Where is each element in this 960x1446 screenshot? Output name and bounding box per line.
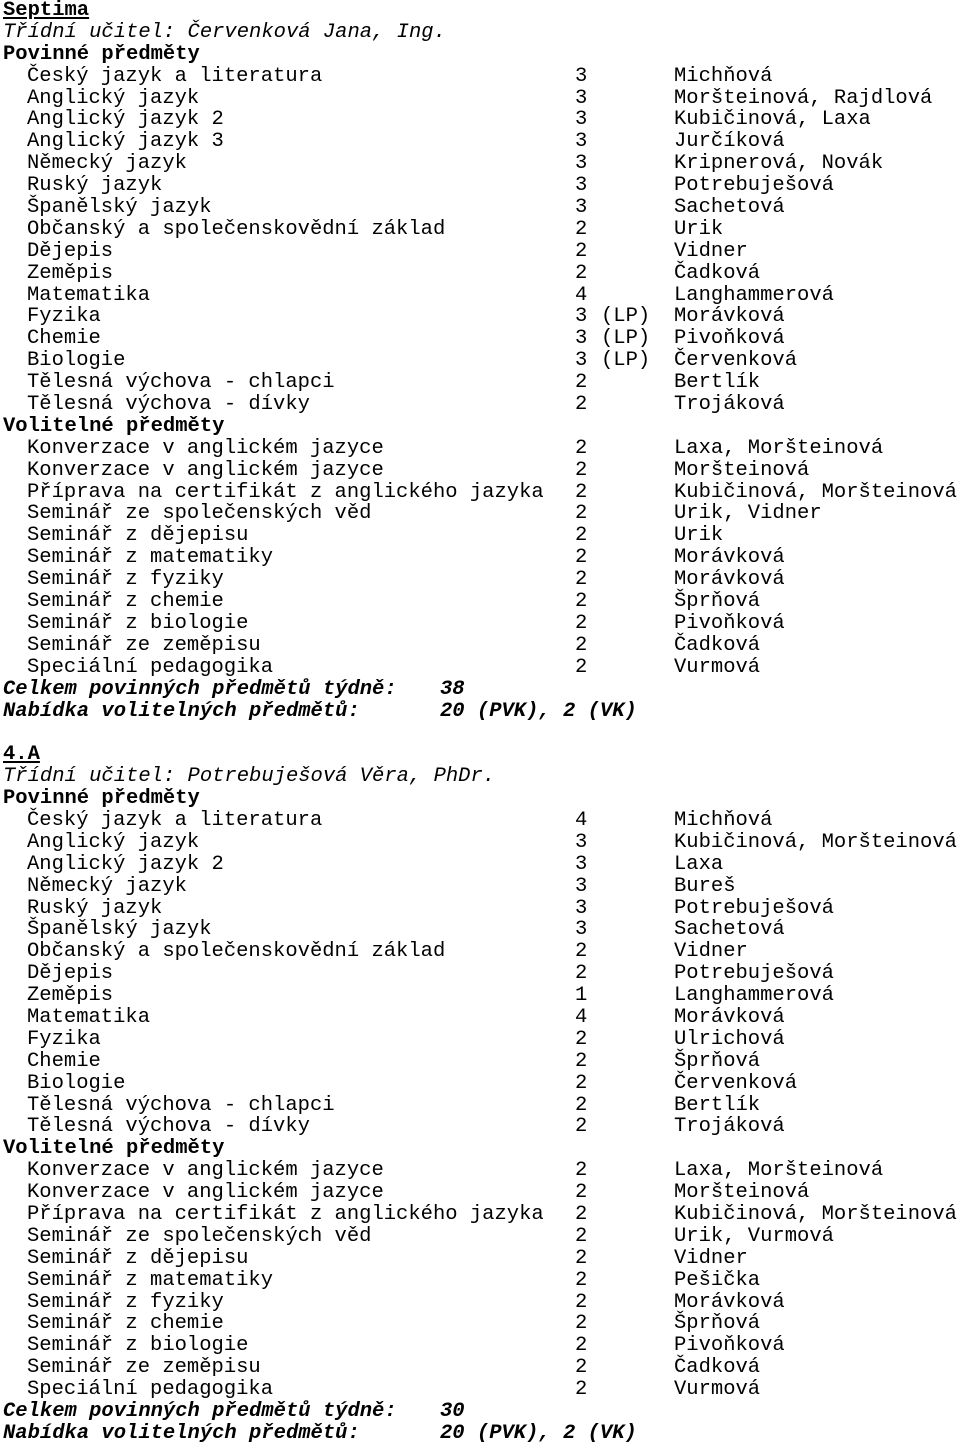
- total-label: Celkem povinných předmětů týdně:: [3, 677, 397, 701]
- subject-name: Anglický jazyk: [27, 830, 200, 854]
- subject-name: Tělesná výchova - chlapci: [27, 371, 335, 395]
- subject-teachers: Morávková: [674, 305, 785, 329]
- subject-name: Matematika: [27, 1005, 151, 1029]
- subject-name: Seminář z fyziky: [27, 1290, 224, 1314]
- subject-hours: 2: [575, 1093, 588, 1117]
- subject-teachers: Trojáková: [674, 1115, 785, 1139]
- subject-hours: 2: [575, 1268, 588, 1292]
- subject-name: Matematika: [27, 283, 151, 307]
- mandatory-subject-row: [3, 1029, 960, 1051]
- mandatory-subject-row: [3, 985, 960, 1007]
- class-title: 4.A: [3, 743, 40, 767]
- subject-name: Konverzace v anglickém jazyce: [27, 458, 384, 482]
- subject-hours: 2: [575, 436, 588, 460]
- subject-hours: 2: [575, 393, 588, 417]
- subject-teachers: Čadková: [674, 261, 761, 285]
- offer-value: 20 (PVK), 2 (VK): [440, 1421, 637, 1445]
- subject-teachers: Kripnerová, Novák: [674, 152, 884, 176]
- subject-name: Seminář z biologie: [27, 1334, 249, 1358]
- subject-name: Dějepis: [27, 962, 114, 986]
- subject-name: Seminář ze společenských věd: [27, 502, 372, 526]
- subject-hours: 2: [575, 1115, 588, 1139]
- subject-teachers: Urik, Vurmová: [674, 1224, 834, 1248]
- subject-teachers: Čadková: [674, 633, 761, 657]
- subject-name: Konverzace v anglickém jazyce: [27, 436, 384, 460]
- subject-hours: 2: [575, 940, 588, 964]
- total-label: Celkem povinných předmětů týdně:: [3, 1400, 397, 1423]
- mandatory-subject-row: [3, 1007, 960, 1029]
- subject-name: Zeměpis: [27, 984, 114, 1008]
- mandatory-subject-row: [3, 66, 960, 88]
- subject-hours: 2: [575, 239, 588, 263]
- subject-teachers: Kubičinová, Laxa: [674, 108, 871, 132]
- subject-teachers: Vidner: [674, 1246, 748, 1270]
- elective-subject-row: [3, 482, 960, 504]
- subject-teachers: Potrebuješová: [674, 962, 834, 986]
- subject-name: Občanský a společenskovědní základ: [27, 217, 446, 241]
- subject-name: Tělesná výchova - chlapci: [27, 1093, 335, 1117]
- subject-teachers: Vidner: [674, 239, 748, 263]
- mandatory-subject-row: [3, 394, 960, 416]
- subject-hours: 2: [575, 1202, 588, 1226]
- subject-name: Biologie: [27, 1071, 126, 1095]
- subject-hours: 2: [575, 611, 588, 635]
- subject-hours: 4: [575, 1005, 588, 1029]
- subject-name: Tělesná výchova - dívky: [27, 393, 310, 417]
- mandatory-subject-row: [3, 898, 960, 920]
- subject-name: Příprava na certifikát z anglického jazyka: [27, 480, 544, 504]
- subject-name: Fyzika: [27, 1027, 101, 1051]
- elective-subject-row: [3, 460, 960, 482]
- subject-hours: 3: [575, 349, 588, 373]
- subject-name: Příprava na certifikát z anglického jazyka: [27, 1202, 544, 1226]
- elective-subject-row: [3, 438, 960, 460]
- subject-teachers: Morávková: [674, 1005, 785, 1029]
- subject-name: Speciální pedagogika: [27, 655, 274, 679]
- subject-teachers: Moršteinová: [674, 1181, 810, 1205]
- subject-hours: 2: [575, 1224, 588, 1248]
- subject-name: Seminář z matematiky: [27, 1268, 274, 1292]
- subject-teachers: Laxa, Moršteinová: [674, 1159, 884, 1183]
- mandatory-subject-row: [3, 219, 960, 241]
- subject-name: Konverzace v anglickém jazyce: [27, 1159, 384, 1183]
- subject-hours: 3: [575, 196, 588, 220]
- subject-hours: 2: [575, 371, 588, 395]
- mandatory-subject-row: [3, 1095, 960, 1117]
- subject-name: Fyzika: [27, 305, 101, 329]
- subject-hours: 2: [575, 1246, 588, 1270]
- mandatory-header: Povinné předměty: [3, 787, 200, 811]
- subject-teachers: Urik: [674, 217, 724, 241]
- mandatory-subject-row: [3, 372, 960, 394]
- mandatory-subject-row: [3, 1073, 960, 1095]
- subject-hours: 2: [575, 261, 588, 285]
- subject-hours: 2: [575, 1049, 588, 1073]
- subject-teachers: Ulrichová: [674, 1027, 785, 1051]
- subject-name: Anglický jazyk 2: [27, 852, 224, 876]
- total-value: 38: [440, 677, 465, 701]
- subject-teachers: Morávková: [674, 568, 785, 592]
- subject-hours: 3: [575, 64, 588, 88]
- subject-hours: 4: [575, 808, 588, 832]
- elective-header: Volitelné předměty: [3, 1137, 225, 1161]
- subject-teachers: Urik, Vidner: [674, 502, 822, 526]
- mandatory-subject-row: [3, 963, 960, 985]
- subject-hours: 2: [575, 962, 588, 986]
- subject-teachers: Vurmová: [674, 655, 761, 679]
- subject-hours: 2: [575, 1159, 588, 1183]
- subject-hours: 2: [575, 480, 588, 504]
- subject-name: Seminář z biologie: [27, 611, 249, 635]
- elective-subject-row: [3, 591, 960, 613]
- subject-teachers: Bureš: [674, 874, 736, 898]
- mandatory-subject-row: [3, 350, 960, 372]
- subject-hours: 3: [575, 152, 588, 176]
- subject-hours: 2: [575, 524, 588, 548]
- subject-hours: 2: [575, 568, 588, 592]
- mandatory-subject-row: [3, 1116, 960, 1138]
- subject-name: Seminář z matematiky: [27, 546, 274, 570]
- subject-teachers: Trojáková: [674, 393, 785, 417]
- subject-hours: 1: [575, 984, 588, 1008]
- subject-hours: 2: [575, 217, 588, 241]
- subject-hours: 2: [575, 1071, 588, 1095]
- subject-hours: 4: [575, 283, 588, 307]
- mandatory-subject-row: [3, 88, 960, 110]
- subject-teachers: Laxa, Moršteinová: [674, 436, 884, 460]
- subject-name: Anglický jazyk 3: [27, 130, 224, 154]
- offer-value: 20 (PVK), 2 (VK): [440, 699, 637, 723]
- subject-name: Tělesná výchova - dívky: [27, 1115, 310, 1139]
- elective-subject-row: [3, 635, 960, 657]
- subject-hours: 3: [575, 174, 588, 198]
- class-teacher: Třídní učitel: Červenková Jana, Ing.: [3, 20, 446, 44]
- mandatory-header: Povinné předměty: [3, 42, 200, 66]
- elective-subject-row: [3, 1204, 960, 1226]
- mandatory-subject-row: [3, 1051, 960, 1073]
- subject-name: Chemie: [27, 327, 101, 351]
- subject-hours: 2: [575, 1356, 588, 1380]
- elective-subject-row: [3, 569, 960, 591]
- elective-offer-line: [3, 1423, 960, 1445]
- mandatory-subject-row: [3, 175, 960, 197]
- section-spacer: [3, 722, 960, 744]
- elective-offer-line: [3, 701, 960, 723]
- offer-label: Nabídka volitelných předmětů:: [3, 1421, 360, 1445]
- mandatory-subject-row: [3, 285, 960, 307]
- mandatory-subject-row: [3, 109, 960, 131]
- subject-hours: 3: [575, 852, 588, 876]
- subject-name: Zeměpis: [27, 261, 114, 285]
- subject-hours: 3: [575, 130, 588, 154]
- subject-teachers: Michňová: [674, 808, 773, 832]
- subject-hours: 3: [575, 896, 588, 920]
- subject-teachers: Čadková: [674, 1356, 761, 1380]
- subject-name: Konverzace v anglickém jazyce: [27, 1181, 384, 1205]
- subject-teachers: Moršteinová: [674, 458, 810, 482]
- subject-hours: 2: [575, 655, 588, 679]
- subject-name: Ruský jazyk: [27, 174, 163, 198]
- subject-teachers: Pivoňková: [674, 327, 785, 351]
- elective-subject-row: [3, 1357, 960, 1379]
- mandatory-subject-row: [3, 306, 960, 328]
- elective-header: Volitelné předměty: [3, 414, 225, 438]
- subject-name: Seminář ze zeměpisu: [27, 633, 261, 657]
- mandatory-subject-row: [3, 197, 960, 219]
- subject-name: Občanský a společenskovědní základ: [27, 940, 446, 964]
- subject-hours: 2: [575, 590, 588, 614]
- mandatory-subject-row: [3, 832, 960, 854]
- subject-name: Dějepis: [27, 239, 114, 263]
- mandatory-subject-row: [3, 241, 960, 263]
- subject-name: Chemie: [27, 1049, 101, 1073]
- subject-name: Seminář z fyziky: [27, 568, 224, 592]
- subject-name: Speciální pedagogika: [27, 1378, 274, 1402]
- mandatory-subject-row: [3, 919, 960, 941]
- subject-teachers: Morávková: [674, 1290, 785, 1314]
- subject-hours: 2: [575, 546, 588, 570]
- subject-hours: 2: [575, 633, 588, 657]
- subject-hours: 3: [575, 305, 588, 329]
- offer-label: Nabídka volitelných předmětů:: [3, 699, 360, 723]
- subject-teachers: Michňová: [674, 64, 773, 88]
- elective-subject-row: [3, 1379, 960, 1401]
- subject-name: Český jazyk a literatura: [27, 64, 323, 88]
- subject-teachers: Moršteinová, Rajdlová: [674, 86, 933, 110]
- subject-hours: 3: [575, 830, 588, 854]
- subject-hours: 2: [575, 1378, 588, 1402]
- mandatory-subject-row: [3, 328, 960, 350]
- elective-subject-row: [3, 1226, 960, 1248]
- elective-subject-row: [3, 613, 960, 635]
- subject-teachers: Kubičinová, Moršteinová: [674, 1202, 957, 1226]
- subject-teachers: Kubičinová, Moršteinová: [674, 830, 957, 854]
- mandatory-subject-row: [3, 876, 960, 898]
- subject-hours: 2: [575, 1027, 588, 1051]
- elective-subject-row: [3, 1335, 960, 1357]
- elective-subject-row: [3, 1313, 960, 1335]
- subject-lab-note: (LP): [601, 305, 651, 329]
- elective-subject-row: [3, 1160, 960, 1182]
- subject-teachers: Pešička: [674, 1268, 761, 1292]
- subject-name: Biologie: [27, 349, 126, 373]
- subject-teachers: Jurčíková: [674, 130, 785, 154]
- subject-teachers: Šprňová: [674, 1312, 761, 1336]
- subject-teachers: Potrebuješová: [674, 896, 834, 920]
- elective-subject-row: [3, 525, 960, 547]
- subject-name: Anglický jazyk 2: [27, 108, 224, 132]
- elective-subject-row: [3, 1292, 960, 1314]
- subject-teachers: Sachetová: [674, 196, 785, 220]
- subject-name: Seminář ze společenských věd: [27, 1224, 372, 1248]
- class-schedule-document: [3, 0, 960, 1445]
- elective-subject-row: [3, 1182, 960, 1204]
- class-teacher: Třídní učitel: Potrebuješová Věra, PhDr.: [3, 765, 496, 789]
- subject-teachers: Langhammerová: [674, 984, 834, 1008]
- subject-name: Ruský jazyk: [27, 896, 163, 920]
- subject-hours: 3: [575, 918, 588, 942]
- mandatory-subject-row: [3, 263, 960, 285]
- subject-hours: 3: [575, 874, 588, 898]
- subject-hours: 2: [575, 1334, 588, 1358]
- subject-teachers: Sachetová: [674, 918, 785, 942]
- subject-hours: 3: [575, 327, 588, 351]
- mandatory-subject-row: [3, 810, 960, 832]
- mandatory-subject-row: [3, 941, 960, 963]
- subject-hours: 3: [575, 108, 588, 132]
- subject-name: Německý jazyk: [27, 874, 187, 898]
- subject-teachers: Šprňová: [674, 590, 761, 614]
- subject-name: Seminář z chemie: [27, 1312, 224, 1336]
- subject-teachers: Bertlík: [674, 1093, 761, 1117]
- subject-teachers: Morávková: [674, 546, 785, 570]
- subject-hours: 2: [575, 1181, 588, 1205]
- subject-teachers: Vurmová: [674, 1378, 761, 1402]
- subject-hours: 2: [575, 502, 588, 526]
- subject-teachers: Červenková: [674, 349, 798, 373]
- subject-lab-note: (LP): [601, 327, 651, 351]
- subject-teachers: Laxa: [674, 852, 724, 876]
- elective-subject-row: [3, 1270, 960, 1292]
- elective-subject-row: [3, 503, 960, 525]
- subject-name: Anglický jazyk: [27, 86, 200, 110]
- elective-subject-row: [3, 657, 960, 679]
- subject-name: Seminář ze zeměpisu: [27, 1356, 261, 1380]
- subject-name: Český jazyk a literatura: [27, 808, 323, 832]
- subject-teachers: Červenková: [674, 1071, 798, 1095]
- subject-teachers: Šprňová: [674, 1049, 761, 1073]
- subject-hours: 2: [575, 1290, 588, 1314]
- subject-teachers: Vidner: [674, 940, 748, 964]
- elective-subject-row: [3, 1248, 960, 1270]
- subject-hours: 3: [575, 86, 588, 110]
- subject-teachers: Pivoňková: [674, 611, 785, 635]
- subject-teachers: Kubičinová, Moršteinová: [674, 480, 957, 504]
- subject-name: Seminář z dějepisu: [27, 524, 249, 548]
- subject-hours: 2: [575, 458, 588, 482]
- subject-teachers: Pivoňková: [674, 1334, 785, 1358]
- total-mandatory-line: [3, 1401, 960, 1423]
- subject-name: Španělský jazyk: [27, 196, 212, 220]
- subject-teachers: Potrebuješová: [674, 174, 834, 198]
- mandatory-subject-row: [3, 153, 960, 175]
- mandatory-subject-row: [3, 854, 960, 876]
- subject-name: Seminář z chemie: [27, 590, 224, 614]
- subject-teachers: Langhammerová: [674, 283, 834, 307]
- mandatory-subject-row: [3, 131, 960, 153]
- subject-hours: 2: [575, 1312, 588, 1336]
- total-mandatory-line: [3, 679, 960, 701]
- subject-teachers: Bertlík: [674, 371, 761, 395]
- class-title: Septima: [3, 0, 90, 22]
- subject-teachers: Urik: [674, 524, 724, 548]
- elective-subject-row: [3, 547, 960, 569]
- subject-name: Španělský jazyk: [27, 918, 212, 942]
- subject-name: Německý jazyk: [27, 152, 187, 176]
- subject-name: Seminář z dějepisu: [27, 1246, 249, 1270]
- total-value: 30: [440, 1400, 465, 1423]
- subject-lab-note: (LP): [601, 349, 651, 373]
